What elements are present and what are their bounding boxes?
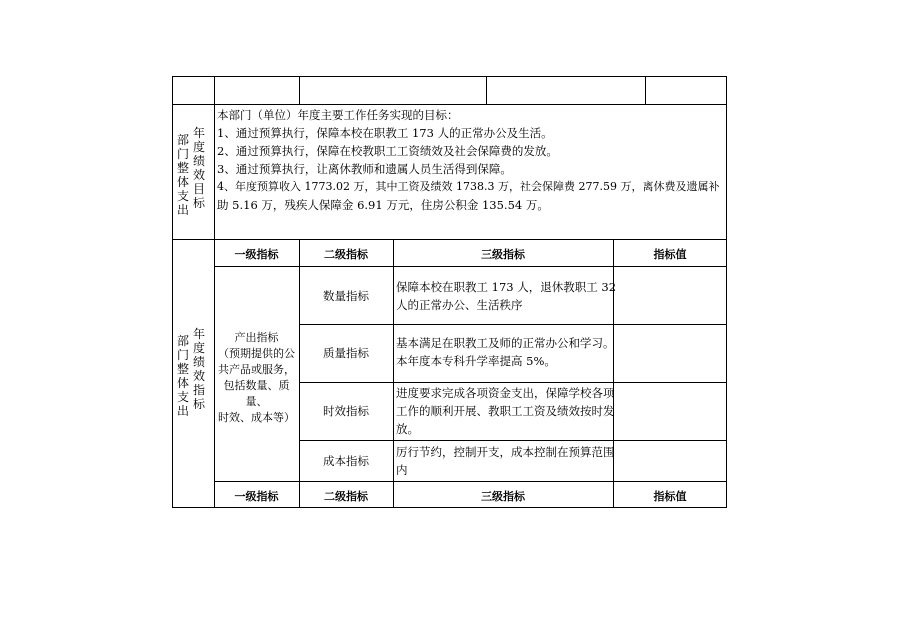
header-row-border <box>214 266 727 267</box>
footer-header-level2: 二级指标 <box>324 490 368 503</box>
level3-cell <box>396 334 615 370</box>
goals-side-label-col2 <box>192 126 206 210</box>
row-border <box>299 440 727 441</box>
goals-intro: 本部门（单位）年度主要工作任务实现的目标： <box>217 108 459 122</box>
level3-line: 基本满足在职教工及师的正常办公和学习。 <box>396 336 615 350</box>
indicators-side-label-col2 <box>192 327 206 411</box>
row-border <box>299 324 727 325</box>
goals-side-label-text: 年度绩效目标 <box>192 126 205 210</box>
level1-line: 共产品或服务， <box>218 363 295 376</box>
level3-line: 工作的顺利开展、教职工工资及绩效按时发 <box>396 404 615 418</box>
row-border <box>299 382 727 383</box>
level1-line: 时效、成本等） <box>218 411 295 424</box>
top-row-divider <box>214 76 215 104</box>
goals-side-label-col1 <box>176 133 190 217</box>
level2-cell: 成本指标 <box>323 454 369 468</box>
goals-line: 3、通过预算执行，让离休教师和遗属人员生活得到保障。 <box>217 162 512 176</box>
goals-line: 4、年度预算收入 1773.02 万，其中工资及绩效 1738.3 万，社会保障费 277.59 万，离休费及遗属补 <box>217 180 720 193</box>
level3-line: 放。 <box>396 422 419 436</box>
col-divider-level2 <box>393 239 394 508</box>
header-level3: 三级指标 <box>481 248 525 261</box>
level3-line: 保障本校在职教工 173 人，退休教职工 32 <box>396 280 617 294</box>
footer-header-level1: 一级指标 <box>234 490 279 503</box>
level3-line: 进度要求完成各项资金支出，保障学校各项 <box>396 386 615 400</box>
footer-header-level3: 三级指标 <box>481 490 525 503</box>
level1-line: （预期提供的公 <box>218 347 295 360</box>
indicators-side-label-text: 年度绩效指标 <box>192 327 205 411</box>
goals-line: 助 5.16 万，残疾人保障金 6.91 万元，住房公积金 135.54 万。 <box>217 198 549 212</box>
level3-line: 厉行节约，控制开支，成本控制在预算范围 <box>396 445 615 459</box>
level3-cell <box>396 278 617 314</box>
level3-line: 本年度本专科升学率提高 5%。 <box>396 354 556 368</box>
level1-line: 包括数量、质量、 <box>223 379 290 408</box>
goals-bottom-border <box>172 239 727 240</box>
level2-cell: 时效指标 <box>323 404 369 418</box>
level3-cell <box>396 384 615 438</box>
level2-cell: 数量指标 <box>323 289 369 303</box>
level1-line: 产出指标 <box>234 331 279 344</box>
level3-line: 内 <box>396 463 408 477</box>
top-row-divider <box>299 76 300 104</box>
footer-row-border <box>214 481 727 482</box>
header-level2: 二级指标 <box>324 248 368 261</box>
header-level1: 一级指标 <box>234 248 279 261</box>
top-row-divider <box>486 76 487 104</box>
level1-cell <box>214 330 299 426</box>
indicators-side-label-col1 <box>176 334 190 418</box>
indicators-side-label-text: 部门整体支出 <box>176 334 189 418</box>
goals-line: 1、通过预算执行，保障本校在职教工 173 人的正常办公及生活。 <box>217 126 553 140</box>
footer-header-value: 指标值 <box>653 490 687 503</box>
goals-side-label-text: 部门整体支出 <box>176 133 189 217</box>
goals-line: 2、通过预算执行，保障在校教职工工资绩效及社会保障费的发放。 <box>217 144 558 158</box>
level3-line: 人的正常办公、生活秩序 <box>396 298 523 312</box>
goals-side-divider <box>214 104 215 239</box>
level2-cell: 质量指标 <box>323 346 369 360</box>
top-row-bottom-border <box>172 104 727 105</box>
top-row-divider <box>645 76 646 104</box>
level3-cell <box>396 443 615 479</box>
header-value: 指标值 <box>653 248 687 261</box>
